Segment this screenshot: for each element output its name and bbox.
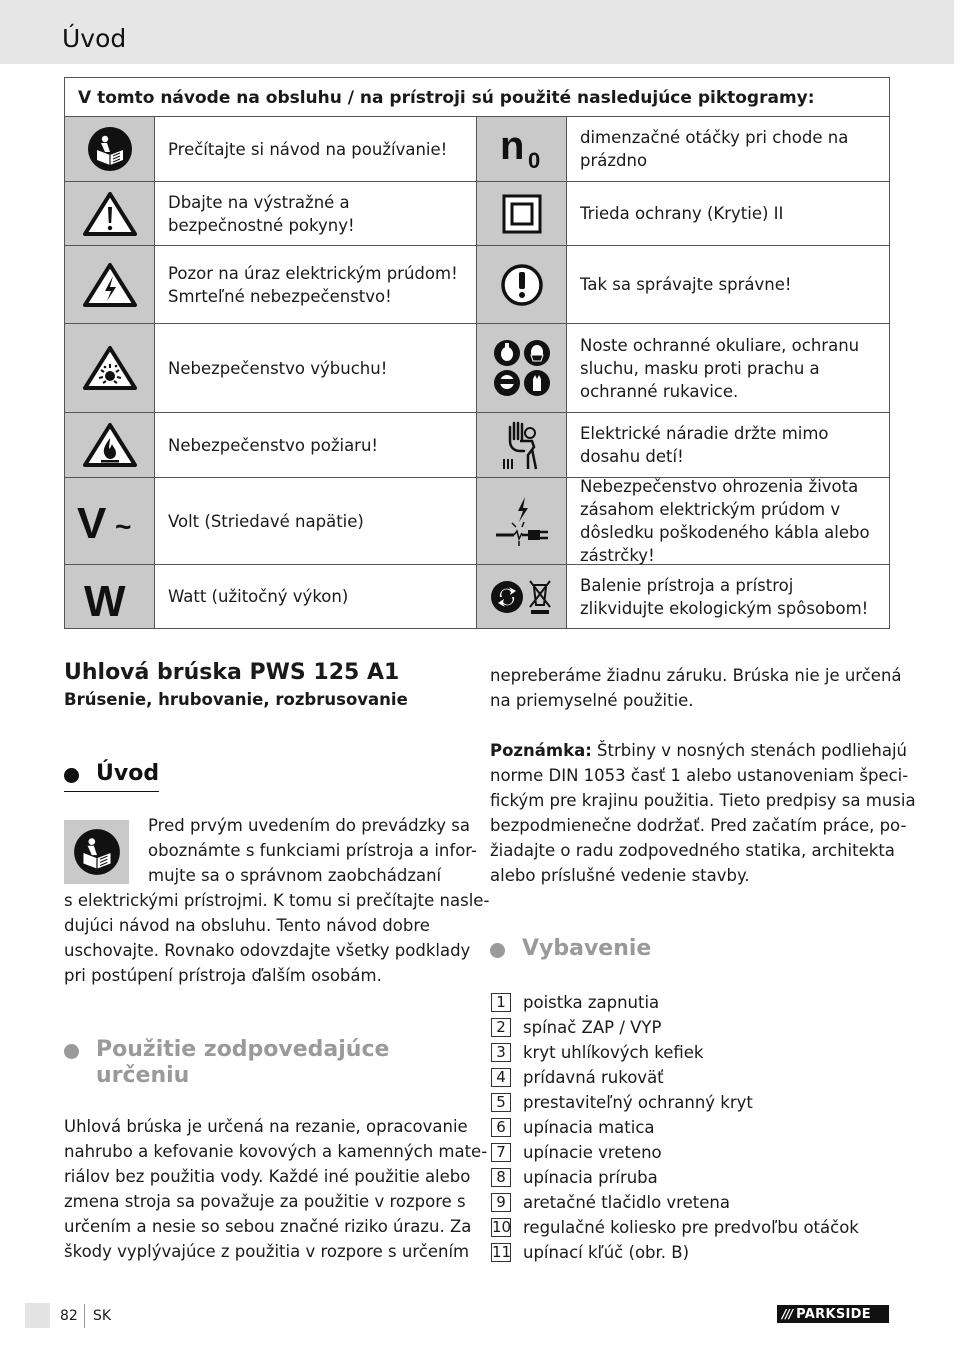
list-item	[491, 1115, 859, 1140]
item-label: prestaviteľný ochranný kryt	[523, 1093, 753, 1112]
intro-paragraph-wrapped	[148, 813, 477, 888]
heading-line: Použitie zodpovedajúce	[96, 1037, 390, 1062]
pictogram-row	[65, 182, 889, 246]
pictogram-row	[65, 565, 889, 628]
equipment-list	[491, 990, 859, 1265]
item-number: 9	[491, 1193, 511, 1212]
heading-underline	[64, 791, 159, 792]
text-line: nepreberáme žiadnu záruku. Brúska nie je určená	[490, 666, 902, 685]
brand-logo	[777, 1305, 889, 1323]
volt-glyph: V	[76, 499, 106, 546]
section-heading-label: Vybavenie	[522, 936, 652, 961]
text-line: riálov bez použitia vody. Každé iné použitie alebo	[64, 1167, 471, 1186]
text-line: na priemyselné použitie.	[490, 691, 694, 710]
section-heading-intro	[64, 761, 159, 787]
pictogram-description: Nebezpečenstvo ohrozenia života zásahom elektrickým prúdom v dôsledku poškodeného kábla alebo zástrčky!	[580, 477, 870, 565]
list-item	[491, 1015, 859, 1040]
item-label: upínacia matica	[523, 1118, 655, 1137]
text-line: norme DIN 1053 časť 1 alebo ustanoveniam špeci-	[490, 766, 909, 785]
list-item	[491, 1190, 859, 1215]
brand-stripes: ///	[782, 1307, 793, 1321]
protection-class-ii-icon	[477, 182, 567, 245]
text-line: pri postúpení prístroja ďalším osobám.	[64, 966, 382, 985]
volt-ac-icon	[65, 478, 155, 564]
text-line: Uhlová brúska je určená na rezanie, opracovanie	[64, 1117, 468, 1136]
section-heading-equipment	[490, 936, 651, 962]
header-band	[0, 0, 954, 64]
section-heading-label	[96, 1037, 389, 1089]
pictogram-row	[65, 246, 889, 324]
pictogram-description: Elektrické náradie držte mimo dosahu detí!	[580, 424, 829, 466]
section-heading-intended-use	[64, 1037, 389, 1089]
brand-name: PARKSIDE	[796, 1306, 871, 1322]
item-label: upínacie vreteno	[523, 1143, 662, 1162]
pictogram-description: Trieda ochrany (Krytie) II	[580, 204, 784, 223]
section-heading-label: Úvod	[96, 761, 160, 786]
heading-line: určeniu	[96, 1063, 190, 1088]
item-label: kryt uhlíkových kefiek	[523, 1043, 704, 1062]
fire-warning-icon	[65, 413, 155, 477]
note-paragraph	[490, 738, 916, 888]
intended-use-continuation	[490, 663, 902, 713]
text-line: s elektrickými prístrojmi. K tomu si prečítajte nasle-	[64, 891, 490, 910]
keep-away-children-icon	[477, 413, 567, 477]
pictogram-row	[65, 478, 889, 565]
list-item	[491, 1215, 859, 1240]
text-line: alebo príslušné vedenie stavby.	[490, 866, 750, 885]
read-manual-icon	[64, 820, 129, 884]
pictogram-description: Nebezpečenstvo výbuchu!	[155, 324, 477, 412]
note-label: Poznámka:	[490, 741, 592, 760]
pictogram-description: Balenie prístroja a prístroj zlikvidujte ekologickým spôsobom!	[580, 575, 869, 618]
item-label: regulačné koliesko pre predvoľbu otáčok	[523, 1218, 859, 1237]
bullet-dot-icon	[64, 768, 79, 783]
item-number: 3	[491, 1043, 511, 1062]
item-label: upínací kľúč (obr. B)	[523, 1243, 690, 1262]
intro-paragraph	[64, 888, 489, 988]
product-subtitle: Brúsenie, hrubovanie, rozbrusovanie	[64, 690, 408, 709]
item-label: poistka zapnutia	[523, 993, 660, 1012]
no-load-speed-icon	[477, 117, 567, 181]
item-label: prídavná rukoväť	[523, 1068, 664, 1087]
pictogram-description: dimenzačné otáčky pri chode na prázdno	[580, 128, 849, 170]
text-line: mujte sa o správnom zaobchádzaní	[148, 866, 442, 885]
footer-divider	[84, 1304, 85, 1328]
pictogram-description: Tak sa správajte správne!	[580, 275, 792, 294]
watt-glyph: W	[83, 576, 126, 622]
item-label: aretačné tlačidlo vretena	[523, 1193, 730, 1212]
page-number: 82	[60, 1308, 78, 1324]
item-number: 7	[491, 1143, 511, 1162]
text-line: škody vyplývajúce z použitia v rozpore s určením	[64, 1242, 470, 1261]
no-load-subscript-glyph: 0	[527, 148, 540, 172]
bullet-dot-icon	[490, 943, 505, 958]
page-title: Úvod	[62, 24, 127, 53]
pictogram-row	[65, 413, 889, 478]
list-item	[491, 1140, 859, 1165]
item-number: 8	[491, 1168, 511, 1187]
pictogram-description: Noste ochranné okuliare, ochranu sluchu, masku proti prachu a ochranné rukavice.	[580, 335, 860, 401]
pictogram-row	[65, 117, 889, 182]
watt-icon	[65, 565, 155, 628]
text-line: bezpodmienečne dodržať. Pred začatím práce, po-	[490, 816, 907, 835]
list-item	[491, 1165, 859, 1190]
item-number: 6	[491, 1118, 511, 1137]
list-item	[491, 1065, 859, 1090]
pictogram-description: Pozor na úraz elektrickým prúdom! Smrteľné nebezpečenstvo!	[155, 246, 477, 323]
note-first-line: Štrbiny v nosných stenách podliehajú	[591, 741, 907, 760]
pictogram-description: Nebezpečenstvo požiaru!	[155, 413, 477, 477]
text-line	[490, 738, 916, 763]
item-number: 11	[492, 1243, 512, 1261]
text-line: žiadajte o radu zodpovedného statika, architekta	[490, 841, 895, 860]
list-item	[491, 1240, 859, 1265]
text-line: určením a nesie so sebou značné riziko úrazu. Za	[64, 1217, 472, 1236]
item-number: 10	[492, 1218, 512, 1236]
product-title: Uhlová brúska PWS 125 A1	[64, 660, 400, 685]
item-number: 1	[491, 993, 511, 1012]
electric-shock-warning-icon	[65, 246, 155, 323]
pictogram-description: Prečítajte si návod na používanie!	[155, 117, 477, 181]
pictogram-description: Volt (Striedavé napätie)	[155, 478, 477, 564]
no-load-n-glyph: n	[499, 126, 524, 168]
protective-equipment-icon	[477, 324, 567, 412]
language-code: SK	[93, 1308, 112, 1324]
item-label: spínač ZAP / VYP	[523, 1018, 662, 1037]
read-manual-icon	[65, 117, 155, 181]
pictogram-table-caption: V tomto návode na obsluhu / na prístroji sú použité nasledujúce piktogramy:	[65, 78, 889, 117]
intended-use-paragraph	[64, 1114, 487, 1264]
text-line: Pred prvým uvedením do prevádzky sa	[148, 816, 470, 835]
item-number: 5	[491, 1093, 511, 1112]
footer-marker	[25, 1303, 50, 1328]
pictogram-description: Watt (užitočný výkon)	[155, 565, 477, 628]
pictogram-table	[64, 77, 890, 629]
warning-triangle-icon	[65, 182, 155, 245]
tilde-glyph: ~	[114, 511, 131, 542]
text-line: oboznámte s funkciami prístroja a infor-	[148, 841, 477, 860]
pictogram-row	[65, 324, 889, 413]
item-number: 2	[491, 1018, 511, 1037]
text-line: dujúci návod na obsluhu. Tento návod dobre	[64, 916, 430, 935]
explosion-warning-icon	[65, 324, 155, 412]
list-item	[491, 1090, 859, 1115]
exclamation-circle-icon	[477, 246, 567, 323]
damaged-cable-icon	[477, 478, 567, 564]
pictogram-description: Dbajte na výstražné a bezpečnostné pokyny!	[155, 182, 477, 245]
item-label: upínacia príruba	[523, 1168, 658, 1187]
text-line: uschovajte. Rovnako odovzdajte všetky podklady	[64, 941, 471, 960]
bullet-dot-icon	[64, 1044, 79, 1059]
text-line: zmena stroja sa považuje za použitie v rozpore s	[64, 1192, 466, 1211]
text-line: nahrubo a kefovanie kovových a kamenných mate-	[64, 1142, 488, 1161]
recycling-disposal-icon	[477, 565, 567, 628]
text-line: fickým pre krajinu použitia. Tieto predpisy sa musia	[490, 791, 916, 810]
list-item	[491, 1040, 859, 1065]
item-number: 4	[491, 1068, 511, 1087]
list-item	[491, 990, 859, 1015]
